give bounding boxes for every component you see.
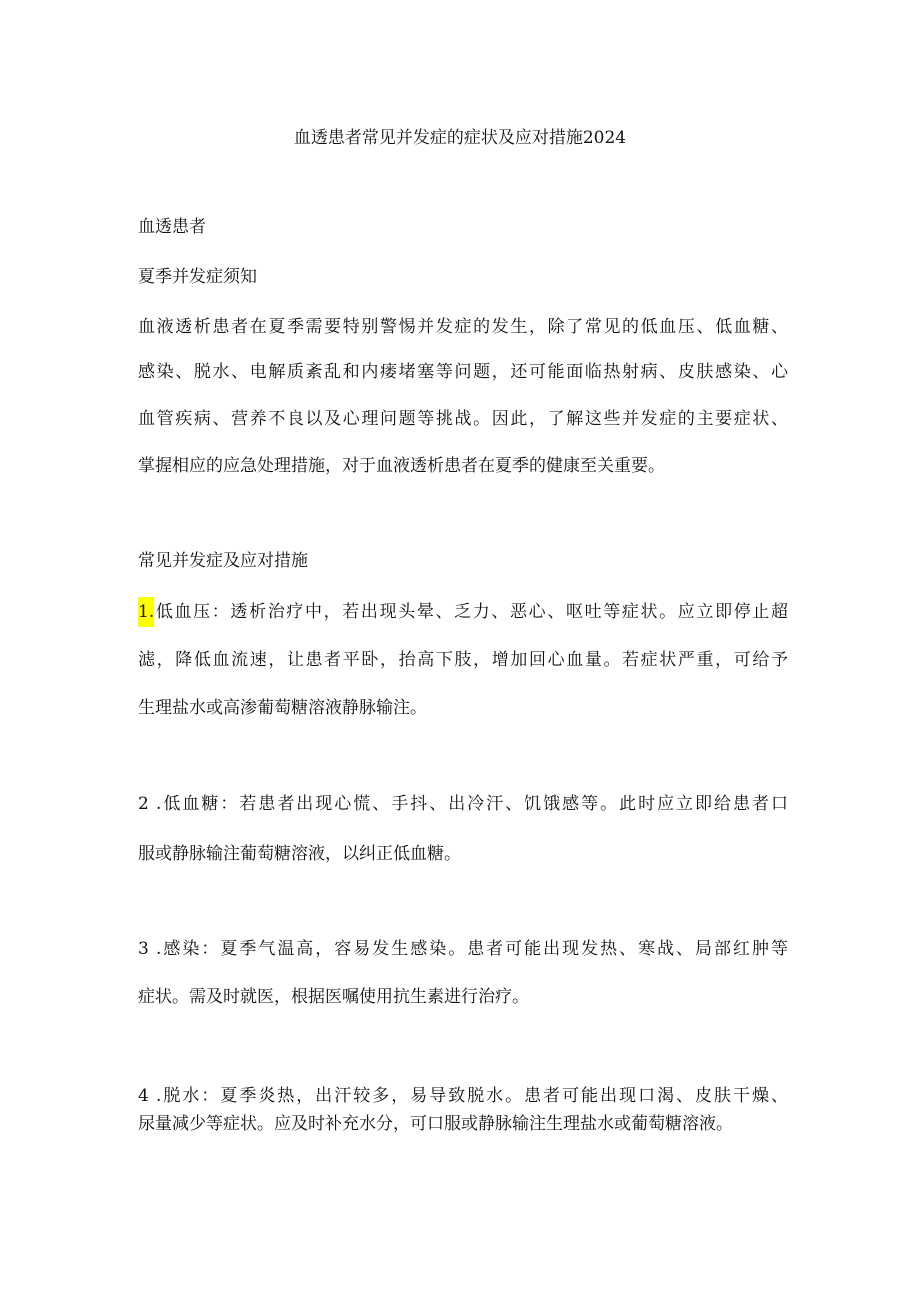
item-3-number: 3 [138, 939, 149, 959]
item-3-text: .感染：夏季气温高，容易发生感染。患者可能出现发热、寒战、局部红肿等 [156, 939, 788, 959]
item-3-line: 症状。需及时就医，根据医嘱使用抗生素进行治疗。 [138, 987, 529, 1007]
section-heading: 常见并发症及应对措施 [138, 551, 308, 571]
item-1-line [138, 597, 788, 627]
intro-paragraph-line: 感染、脱水、电解质紊乱和内瘘堵塞等问题，还可能面临热射病、皮肤感染、心 [138, 362, 788, 382]
item-4-number: 4 [138, 1086, 149, 1106]
item-2-line: 服或静脉输注葡萄糖溶液，以纠正低血糖。 [138, 844, 461, 864]
intro-paragraph-line: 血液透析患者在夏季需要特别警惕并发症的发生，除了常见的低血压、低血糖、 [138, 317, 788, 337]
item-2-line [138, 789, 788, 819]
intro-paragraph-line: 血管疾病、营养不良以及心理问题等挑战。因此，了解这些并发症的主要症状、 [138, 409, 788, 429]
intro-paragraph-line: 掌握相应的应急处理措施，对于血液透析患者在夏季的健康至关重要。 [138, 456, 665, 476]
item-4-line: 尿量减少等症状。应及时补充水分，可口服或静脉输注生理盐水或葡萄糖溶液。 [138, 1114, 733, 1134]
item-1-line: 滤，降低血流速，让患者平卧，抬高下肢，增加回心血量。若症状严重，可给予 [138, 650, 788, 670]
item-1-line: 生理盐水或高渗葡萄糖溶液静脉输注。 [138, 698, 427, 718]
document-title: 血透患者常见并发症的症状及应对措施2024 [293, 128, 627, 148]
item-4-text: .脱水：夏季炎热，出汗较多，易导致脱水。患者可能出现口渴、皮肤干燥、 [156, 1086, 788, 1106]
intro-heading-2: 夏季并发症须知 [138, 267, 257, 287]
item-1-text: 低血压：透析治疗中，若出现头晕、乏力、恶心、呕吐等症状。应立即停止超 [154, 602, 788, 622]
item-2-number: 2 [138, 794, 149, 814]
item-4-line [138, 1081, 788, 1111]
item-1-number: 1. [138, 597, 154, 627]
item-3-line [138, 934, 788, 964]
item-2-text: .低血糖：若患者出现心慌、手抖、出冷汗、饥饿感等。此时应立即给患者口 [156, 794, 788, 814]
intro-heading-1: 血透患者 [138, 217, 206, 237]
